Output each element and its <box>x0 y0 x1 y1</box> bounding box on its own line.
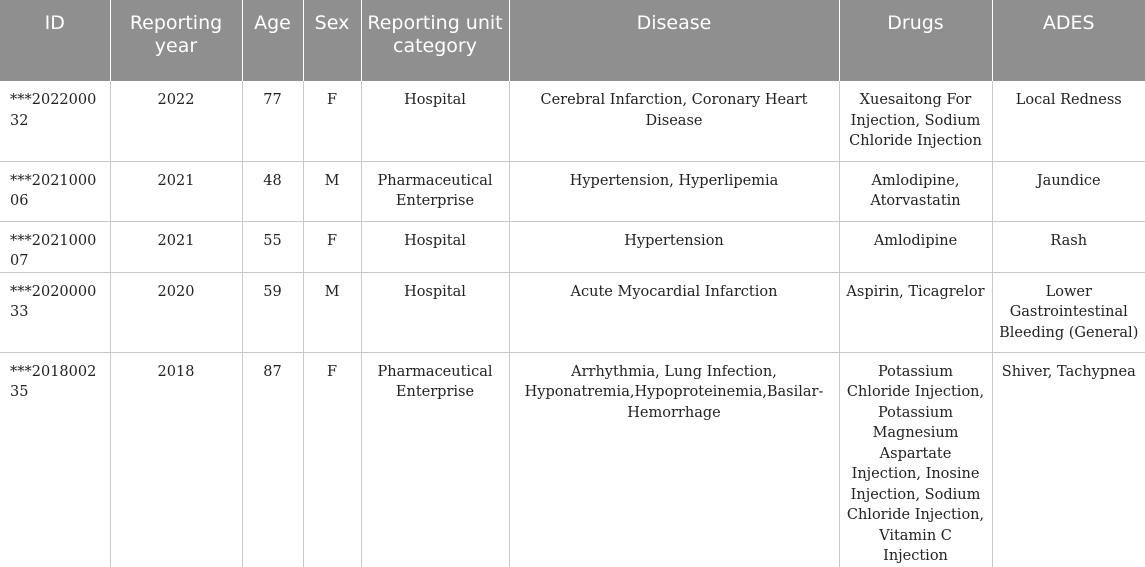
cell-sex: M <box>303 272 361 352</box>
cell-drugs: Xuesaitong For Injection, Sodium Chloride Injection <box>839 81 992 161</box>
table-row <box>0 221 1145 272</box>
cell-id: ***202100006 <box>0 161 110 221</box>
cell-ades: Shiver, Tachypnea <box>992 352 1145 567</box>
cell-sex: F <box>303 352 361 567</box>
header-reporting-year: Reporting year <box>110 0 242 81</box>
cell-disease: Hypertension, Hyperlipemia <box>509 161 839 221</box>
cell-reporting-unit-category: Hospital <box>361 221 509 272</box>
cell-id: ***202200032 <box>0 81 110 161</box>
cell-drugs: Aspirin, Ticagrelor <box>839 272 992 352</box>
header-sex: Sex <box>303 0 361 81</box>
cell-drugs: Potassium Chloride Injection, Potassium Magnesium Aspartate Injection, Inosine Injection, Sodium Chloride Injection, Vitamin C Injection <box>839 352 992 567</box>
cell-reporting-year: 2022 <box>110 81 242 161</box>
cell-id: ***201800235 <box>10 363 97 400</box>
cell-reporting-year: 2021 <box>110 221 242 272</box>
cell-age: 48 <box>242 161 303 221</box>
cell-disease: Hypertension <box>509 221 839 272</box>
cell-sex: M <box>303 161 361 221</box>
cell-reporting-unit-category: Hospital <box>361 81 509 161</box>
cell-reporting-unit-category: Pharmaceutical Enterprise <box>361 161 509 221</box>
table-body <box>0 81 1145 567</box>
cell-disease: Arrhythmia, Lung Infection, Hyponatremia,Hypoproteinemia,Basilar-Hemorrhage <box>509 352 839 567</box>
table-row <box>0 161 1145 221</box>
cell-disease: Cerebral Infarction, Coronary Heart Disease <box>509 81 839 161</box>
header-disease: Disease <box>509 0 839 81</box>
cell-ades: Lower Gastrointestinal Bleeding (General) <box>992 272 1145 352</box>
cell-id: ***202100007 <box>0 221 110 272</box>
cell-sex: F <box>303 81 361 161</box>
cell-reporting-year: 2020 <box>110 272 242 352</box>
table-header <box>0 0 1145 81</box>
cell-age: 59 <box>242 272 303 352</box>
cell-age: 77 <box>242 81 303 161</box>
cell-age: 55 <box>242 221 303 272</box>
cell-drugs: Amlodipine <box>839 221 992 272</box>
header-reporting-unit-category: Reporting unit category <box>361 0 509 81</box>
header-row <box>0 0 1145 81</box>
cell-age: 87 <box>242 352 303 567</box>
header-age: Age <box>242 0 303 81</box>
table-row <box>0 81 1145 161</box>
table-row <box>0 352 1145 567</box>
header-drugs: Drugs <box>839 0 992 81</box>
cell-sex: F <box>303 221 361 272</box>
cell-reporting-year: 2021 <box>110 161 242 221</box>
header-id: ID <box>0 0 110 81</box>
cell-disease: Acute Myocardial Infarction <box>509 272 839 352</box>
cell-reporting-unit-category: Pharmaceutical Enterprise <box>361 352 509 567</box>
table-row <box>0 272 1145 352</box>
cell-reporting-unit-category: Hospital <box>361 272 509 352</box>
cell-drugs: Amlodipine, Atorvastatin <box>839 161 992 221</box>
cell-reporting-year: 2018 <box>110 352 242 567</box>
header-ades: ADES <box>992 0 1145 81</box>
cell-ades: Local Redness <box>992 81 1145 161</box>
cell-ades: Jaundice <box>992 161 1145 221</box>
cell-ades: Rash <box>992 221 1145 272</box>
cell-id: ***202000033 <box>0 272 110 352</box>
